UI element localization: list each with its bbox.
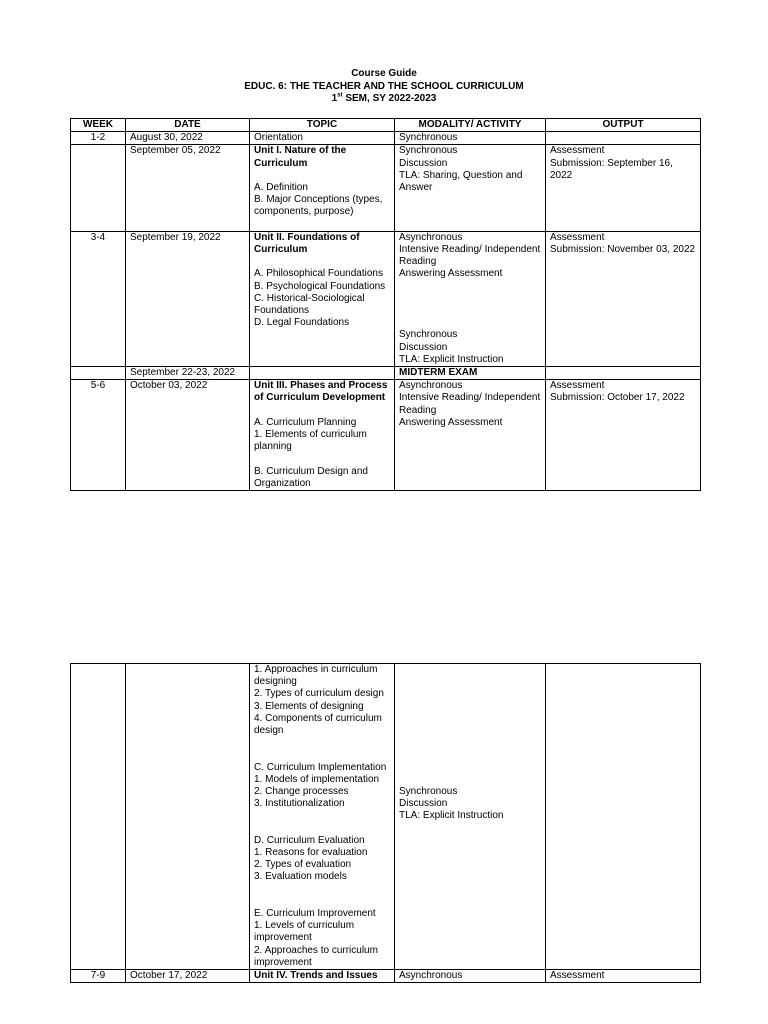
column-header-topic: TOPIC [250,119,395,132]
modality-cell: Asynchronous Intensive Reading/ Independent Reading Answering Assessment Synchronous Discussion TLA: Explicit Instruction [395,231,546,366]
topic-cell [250,380,395,491]
date-cell: August 30, 2022 [126,132,250,145]
week-cell: 3-4 [71,231,126,366]
table-row [71,367,701,380]
output-cell [546,367,701,380]
modality-cell: Synchronous Discussion TLA: Explicit Instruction [395,664,546,970]
document-header [0,68,768,106]
column-header-week: WEEK [71,119,126,132]
date-cell: October 17, 2022 [126,970,250,983]
date-cell: September 22-23, 2022 [126,367,250,380]
semester-number: 1 [331,93,338,104]
column-header-date: DATE [126,119,250,132]
topic-cell [250,132,395,145]
table-header-row [71,119,701,132]
date-cell: September 19, 2022 [126,231,250,366]
table-row [71,380,701,491]
week-cell: 7-9 [71,970,126,983]
exam-cell: MIDTERM EXAM [395,367,546,380]
week-cell [71,664,126,970]
table-row [71,132,701,145]
table-row [71,970,701,983]
modality-cell: Synchronous [395,132,546,145]
date-cell: September 05, 2022 [126,145,250,231]
date-cell: October 03, 2022 [126,380,250,491]
topic-cell: 1. Approaches in curriculum designing 2. Types of curriculum design 3. Elements of designing 4. Components of curriculum design C. Curriculum Implementation 1. Models of implementation 2. Change processes 3. Institutionalization D. Curriculum Evaluation 1. Reasons for evaluation 2. Types of evaluation 3. Evaluation models E. Curriculum Improvement 1. Levels of curriculum improvement 2. Approaches to curriculum improvement [250,664,395,970]
course-title: EDUC. 6: THE TEACHER AND THE SCHOOL CURRICULUM [244,80,524,92]
date-cell [126,664,250,970]
course-guide-table-continued [70,663,701,983]
week-cell [71,145,126,231]
topic-text: Orientation [254,132,303,144]
table-row [71,145,701,231]
week-cell: 5-6 [71,380,126,491]
output-cell [546,132,701,145]
output-cell: Assessment Submission: September 16, 2022 [546,145,701,231]
semester-rest: SEM, SY 2022-2023 [342,93,437,104]
semester-suffix: st [337,92,343,99]
topic-title: Unit II. Foundations of Curriculum [254,231,360,256]
course-guide-label: Course Guide [351,68,417,79]
topic-title: Unit IV. Trends and Issues [250,970,395,983]
topic-cell [250,367,395,380]
topic-title: Unit I. Nature of the Curriculum [254,145,347,169]
course-guide-table [70,118,701,491]
week-cell: 1-2 [71,132,126,145]
column-header-modality: MODALITY/ ACTIVITY [395,119,546,132]
modality-cell: Asynchronous Intensive Reading/ Independent Reading Answering Assessment [395,380,546,491]
topic-cell [250,145,395,231]
modality-cell: Asynchronous [395,970,546,983]
semester-line [0,93,768,106]
topic-text: A. Curriculum Planning 1. Elements of curriculum planning B. Curriculum Design and Organization [254,416,368,489]
column-header-output: OUTPUT [546,119,701,132]
topic-cell [250,231,395,366]
output-cell: Assessment [546,970,701,983]
output-cell: Assessment Submission: November 03, 2022 [546,231,701,366]
modality-cell: Synchronous Discussion TLA: Sharing, Question and Answer [395,145,546,231]
topic-text: A. Definition B. Major Conceptions (types, components, purpose) [254,182,383,218]
topic-text: A. Philosophical Foundations B. Psychological Foundations C. Historical-Sociological Foundations D. Legal Foundations [254,268,386,329]
table-row [71,664,701,970]
week-cell [71,367,126,380]
topic-title: Unit III. Phases and Process of Curriculum Development [254,380,388,404]
table-row [71,231,701,366]
output-cell: Assessment Submission: October 17, 2022 [546,380,701,491]
output-cell [546,664,701,970]
